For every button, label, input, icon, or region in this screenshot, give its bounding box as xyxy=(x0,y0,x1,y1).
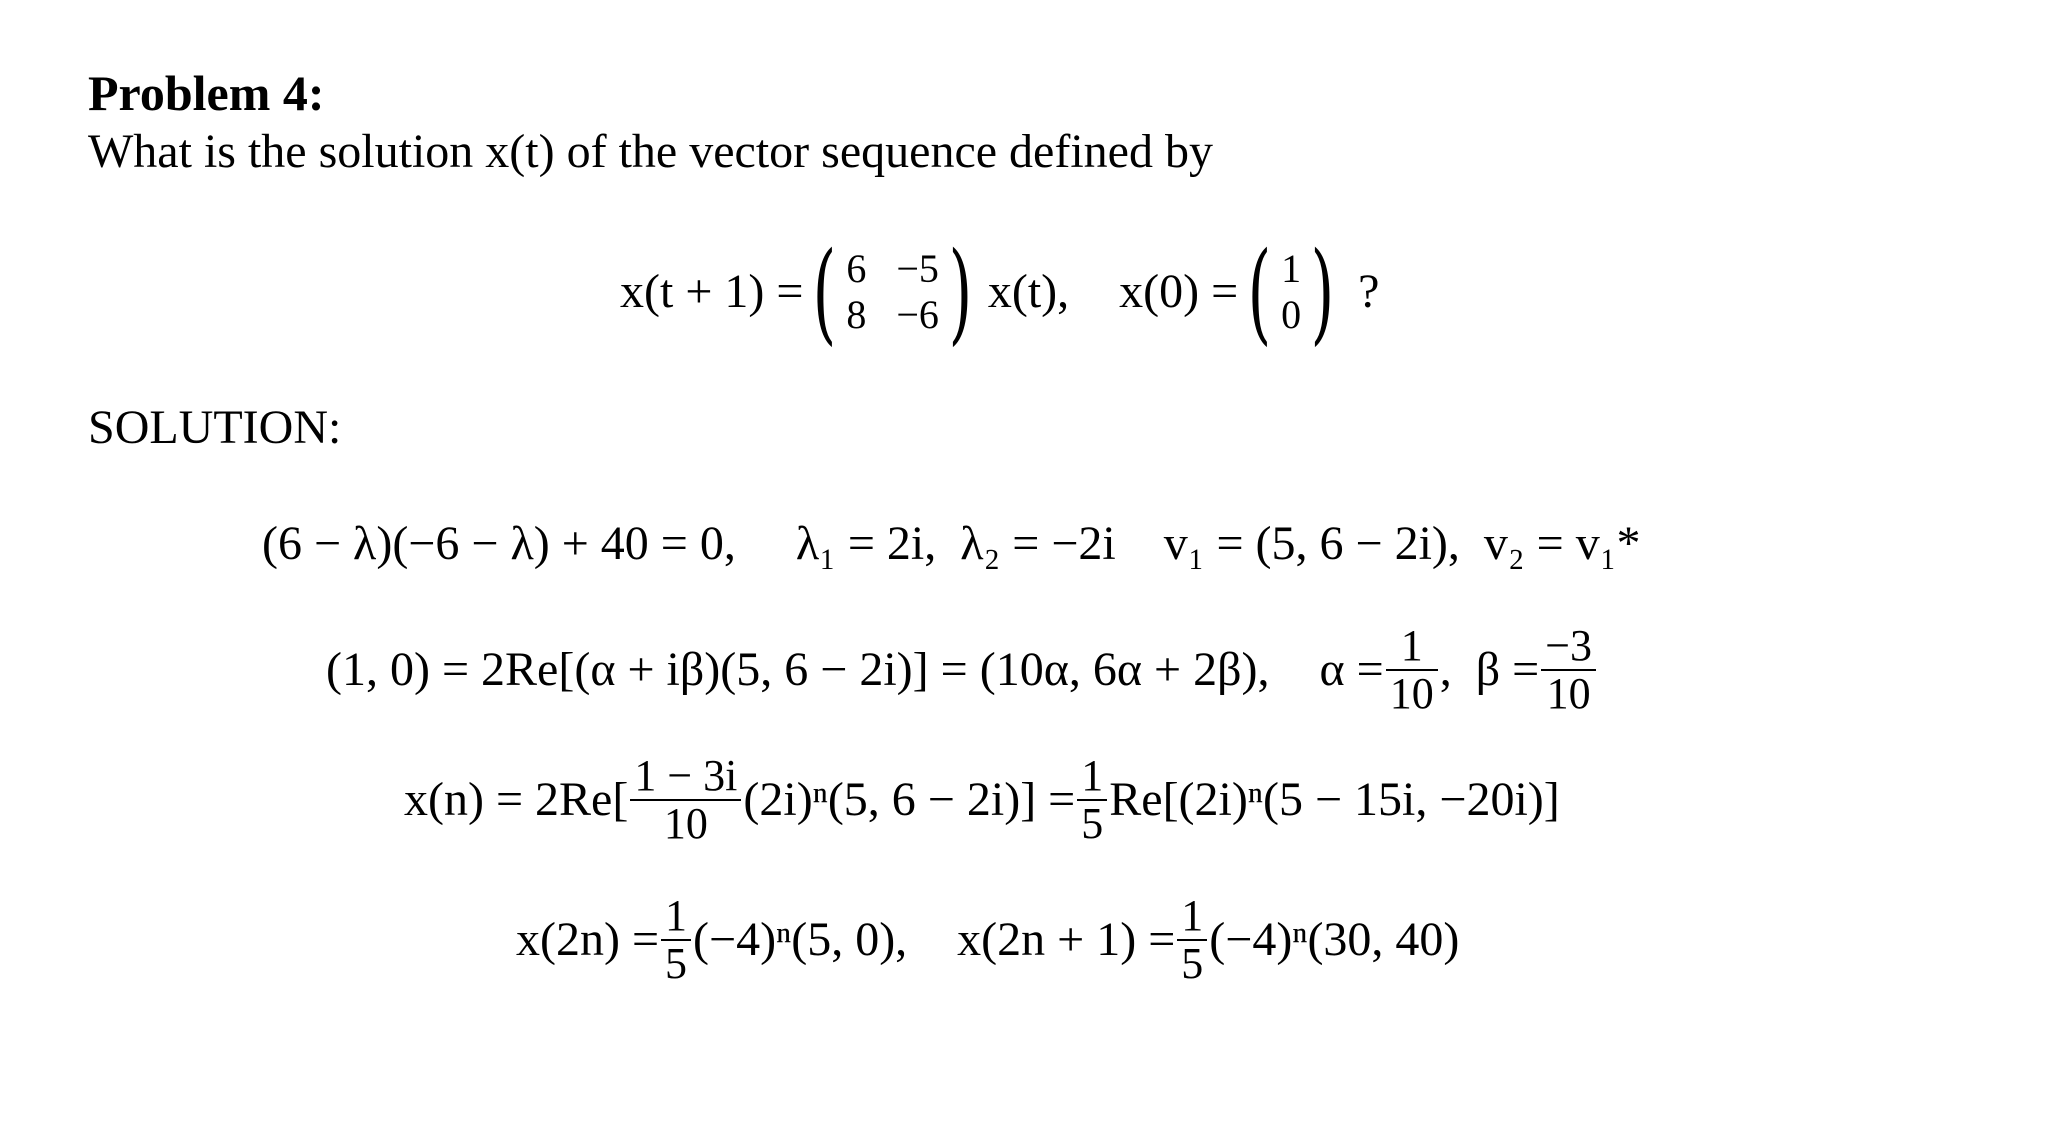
line3-rhs: Re[(2i)ⁿ(5 − 15i, −20i)] xyxy=(1109,773,1560,826)
line2-main: (1, 0) = 2Re[(α + iβ)(5, 6 − 2i)] = (10α, 6α + 2β), xyxy=(326,643,1270,696)
line4-fraction-1 xyxy=(661,890,691,988)
matrix-right-paren: ) xyxy=(948,228,973,356)
recurrence-equation xyxy=(620,222,1379,362)
solution-line-4 xyxy=(516,890,1459,990)
beta-denominator: 10 xyxy=(1546,669,1591,718)
line3-lhs: x(n) = 2Re[ xyxy=(404,773,629,826)
beta-lhs: β = xyxy=(1475,643,1540,696)
line4-fraction-2 xyxy=(1177,890,1207,988)
alpha-fraction xyxy=(1386,620,1438,718)
matrix-cell: 8 xyxy=(846,292,867,337)
line4-rhs-1: (−4)ⁿ(5, 0), xyxy=(693,913,908,966)
line3-denominator-2: 5 xyxy=(1081,799,1104,848)
line4-rhs-2: (−4)ⁿ(30, 40) xyxy=(1209,913,1460,966)
solution-line-3 xyxy=(404,750,1560,850)
line4-numerator-1: 1 xyxy=(661,893,691,941)
question-text: What is the solution x(t) of the vector sequence defined by xyxy=(88,125,1213,178)
line4-lhs-2: x(2n + 1) = xyxy=(957,913,1176,966)
coefficient-matrix xyxy=(846,246,939,338)
vector-right-paren: ) xyxy=(1310,228,1335,356)
vector-cell: 0 xyxy=(1281,292,1302,337)
solution-line-1: (6 − λ)(−6 − λ) + 40 = 0, λ₁ = 2i, λ₂ = −2i v₁ = (5, 6 − 2i), v₂ = v₁* xyxy=(262,517,1641,570)
solution-line-2: (1, 0) = 2Re[(α + iβ)(5, 6 − 2i)] = (10α, 6α + 2β), α = $\frac{1}{10}$ , β = $\frac{-3}{10}$ xyxy=(326,620,1598,720)
solution-label: SOLUTION: xyxy=(88,401,342,454)
alpha-lhs: α = xyxy=(1319,643,1384,696)
vector-left-paren: ( xyxy=(1247,228,1272,356)
initial-condition-lhs: x(0) = xyxy=(1119,265,1239,318)
matrix-left-paren: ( xyxy=(813,228,837,356)
line3-denominator: 10 xyxy=(663,799,708,848)
question-mark: ? xyxy=(1358,265,1380,318)
line3-fraction-2 xyxy=(1077,750,1107,848)
matrix-cell: 6 xyxy=(846,246,867,291)
matrix-cell: −6 xyxy=(896,292,939,337)
matrix-cell: −5 xyxy=(896,246,939,291)
line3-numerator: 1 − 3i xyxy=(630,753,741,801)
alpha-numerator: 1 xyxy=(1386,623,1438,671)
line3-numerator-2: 1 xyxy=(1077,753,1107,801)
line4-denominator-1: 5 xyxy=(665,939,688,988)
vector-cell: 1 xyxy=(1281,246,1302,291)
problem-title: Problem 4: xyxy=(88,65,325,121)
beta-fraction xyxy=(1541,620,1596,718)
beta-numerator: −3 xyxy=(1541,623,1596,671)
line4-denominator-2: 5 xyxy=(1181,939,1204,988)
line3-mid: (2i)ⁿ(5, 6 − 2i)] = xyxy=(743,773,1076,826)
alpha-denominator: 10 xyxy=(1389,669,1434,718)
recurrence-lhs: x(t + 1) = xyxy=(620,265,804,318)
initial-vector xyxy=(1281,246,1301,338)
line4-lhs-1: x(2n) = xyxy=(516,913,660,966)
recurrence-after-matrix: x(t), xyxy=(987,265,1070,318)
line4-numerator-2: 1 xyxy=(1177,893,1207,941)
line3-fraction xyxy=(630,750,741,848)
